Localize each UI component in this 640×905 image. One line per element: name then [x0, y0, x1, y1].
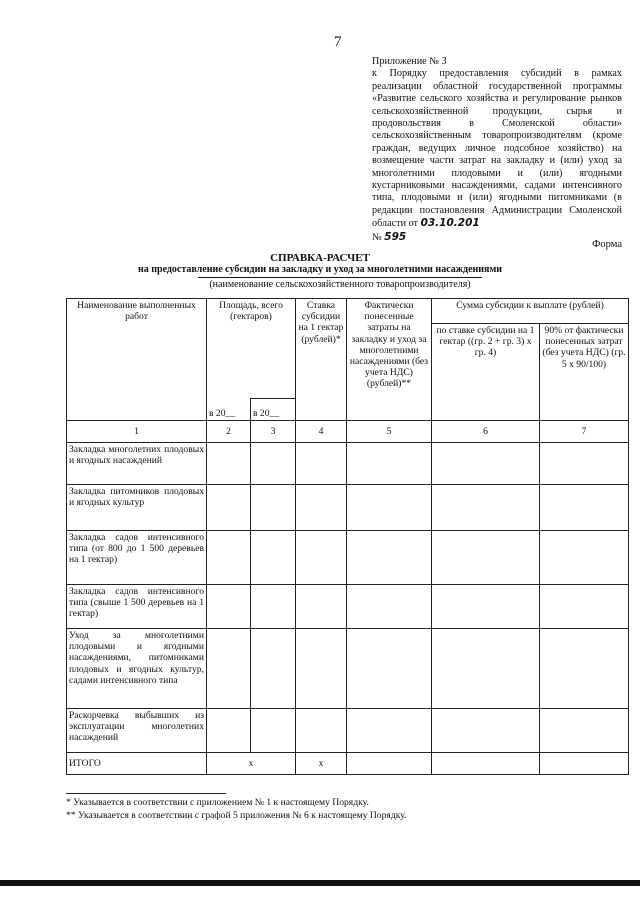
header-sum-by-rate: по ставке субсидии на 1 гектар ((гр. 2 + гр. 3) х гр. 4) [432, 324, 540, 421]
row-work-name: Закладка питомников плодовых и ягодных культур [67, 485, 207, 531]
footnote-2: ** Указывается в соответствии с графой 5 приложения № 6 к настоящему Порядку. [66, 810, 407, 821]
row-work-name: Закладка многолетних плодовых и ягодных насаждений [67, 443, 207, 485]
form-label: Форма [592, 239, 622, 250]
total-label: ИТОГО [67, 753, 207, 775]
header-work-name: Наименование выполненных работ [67, 299, 207, 421]
table-cell [296, 585, 347, 629]
document-subtitle: на предоставление субсидии на закладку и уход за многолетними насаждениями [137, 264, 503, 275]
table-cell [207, 585, 251, 629]
table-cell [296, 485, 347, 531]
header-year-2: в 20__ [251, 399, 296, 421]
table-cell [540, 709, 629, 753]
row-work-name: Закладка садов интенсивного типа (свыше 1 500 деревьев на 1 гектар) [67, 585, 207, 629]
row-work-name: Уход за многолетними плодовыми и ягодными насаждениями, питомниками плодовых и ягодных культур, садами интенсивного типа [67, 629, 207, 709]
col-number: 3 [251, 421, 296, 443]
table-cell [540, 753, 629, 775]
table-cell [251, 531, 296, 585]
table-cell [432, 443, 540, 485]
header-area: Площадь, всего (гектаров) [207, 299, 296, 399]
table-cell [432, 531, 540, 585]
number-prefix: № [372, 231, 382, 243]
footnote-1: * Указывается в соответствии с приложением № 1 к настоящему Порядку. [66, 797, 369, 808]
table-cell [296, 443, 347, 485]
table-cell [296, 531, 347, 585]
table-row [67, 629, 629, 709]
table-cell [540, 585, 629, 629]
table-cell [347, 485, 432, 531]
col-number: 6 [432, 421, 540, 443]
table-row [67, 485, 629, 531]
table-cell [540, 629, 629, 709]
header-rate: Ставка субсидии на 1 гектар (рублей)* [296, 299, 347, 421]
table-cell [347, 585, 432, 629]
col-number: 4 [296, 421, 347, 443]
col-number: 7 [540, 421, 629, 443]
table-cell [251, 443, 296, 485]
table-cell [296, 629, 347, 709]
row-work-name: Раскорчевка выбывших из эксплуатации многолетних насаждений [67, 709, 207, 753]
table-cell [207, 709, 251, 753]
table-cell [251, 629, 296, 709]
header-subsidy-sum: Сумма субсидии к выплате (рублей) [432, 299, 629, 324]
table-cell [432, 629, 540, 709]
col-number: 1 [67, 421, 207, 443]
table-cell [540, 443, 629, 485]
table-cell [207, 629, 251, 709]
table-cell [207, 443, 251, 485]
table-row [67, 585, 629, 629]
table-cell [296, 709, 347, 753]
table-cell [540, 485, 629, 531]
total-rate-x: х [296, 753, 347, 775]
col-number: 5 [347, 421, 432, 443]
table-cell [251, 485, 296, 531]
footnote-separator [66, 793, 226, 794]
total-row [67, 753, 629, 775]
appendix-block [372, 56, 622, 244]
table-row [67, 443, 629, 485]
table-cell [432, 753, 540, 775]
handwritten-date: 03.10.201 [420, 217, 480, 230]
table-cell [347, 709, 432, 753]
appendix-text: к Порядку предоставления субсидий в рамках реализации областной государственной программы «Развитие сельского хозяйства и регулирование рынков сельскохозяйственной продукции, сырья и продовольствия в Смоленской области» сельскохозяйственным товаропроизводителям (кроме граждан, ведущих личное подсобное хозяйство) на возмещение части затрат на закладку и (или) уход за многолетними плодовыми и (или) ягодными кустарниковыми насаждениями, садами интенсивного типа, плодовыми и (или) ягодными питомниками (в редакции постановления Администрации Смоленской области от [372, 68, 622, 230]
table-cell [432, 585, 540, 629]
table-cell [432, 709, 540, 753]
col-number: 2 [207, 421, 251, 443]
table-row [67, 531, 629, 585]
header-sum-90-percent: 90% от фактически понесенных затрат (без учета НДС) (гр. 5 х 90/100) [540, 324, 629, 421]
page-number: 7 [334, 34, 342, 50]
table-cell [251, 585, 296, 629]
appendix-title: Приложение № 3 [372, 56, 447, 67]
appendix-body [372, 68, 622, 244]
scan-border-bar [0, 880, 640, 886]
table-row [67, 709, 629, 753]
total-area-x: х [207, 753, 296, 775]
table-cell [347, 531, 432, 585]
row-work-name: Закладка садов интенсивного типа (от 800 до 1 500 деревьев на 1 гектар) [67, 531, 207, 585]
table-cell [251, 709, 296, 753]
producer-name-caption: (наименование сельскохозяйственного товаропроизводителя) [198, 277, 482, 290]
document-title: СПРАВКА-РАСЧЕТ [270, 252, 370, 264]
handwritten-number: 595 [384, 230, 407, 243]
header-actual-costs: Фактически понесенные затраты на закладку и уход за многолетними насаждениями (без учета НДС) (рублей)** [347, 299, 432, 421]
table-cell [207, 531, 251, 585]
table-cell [207, 485, 251, 531]
table-cell [347, 443, 432, 485]
table-cell [347, 629, 432, 709]
subsidy-calculation-table [66, 298, 629, 775]
table-cell [540, 531, 629, 585]
table-cell [347, 753, 432, 775]
header-year-1: в 20__ [207, 399, 251, 421]
table-cell [432, 485, 540, 531]
